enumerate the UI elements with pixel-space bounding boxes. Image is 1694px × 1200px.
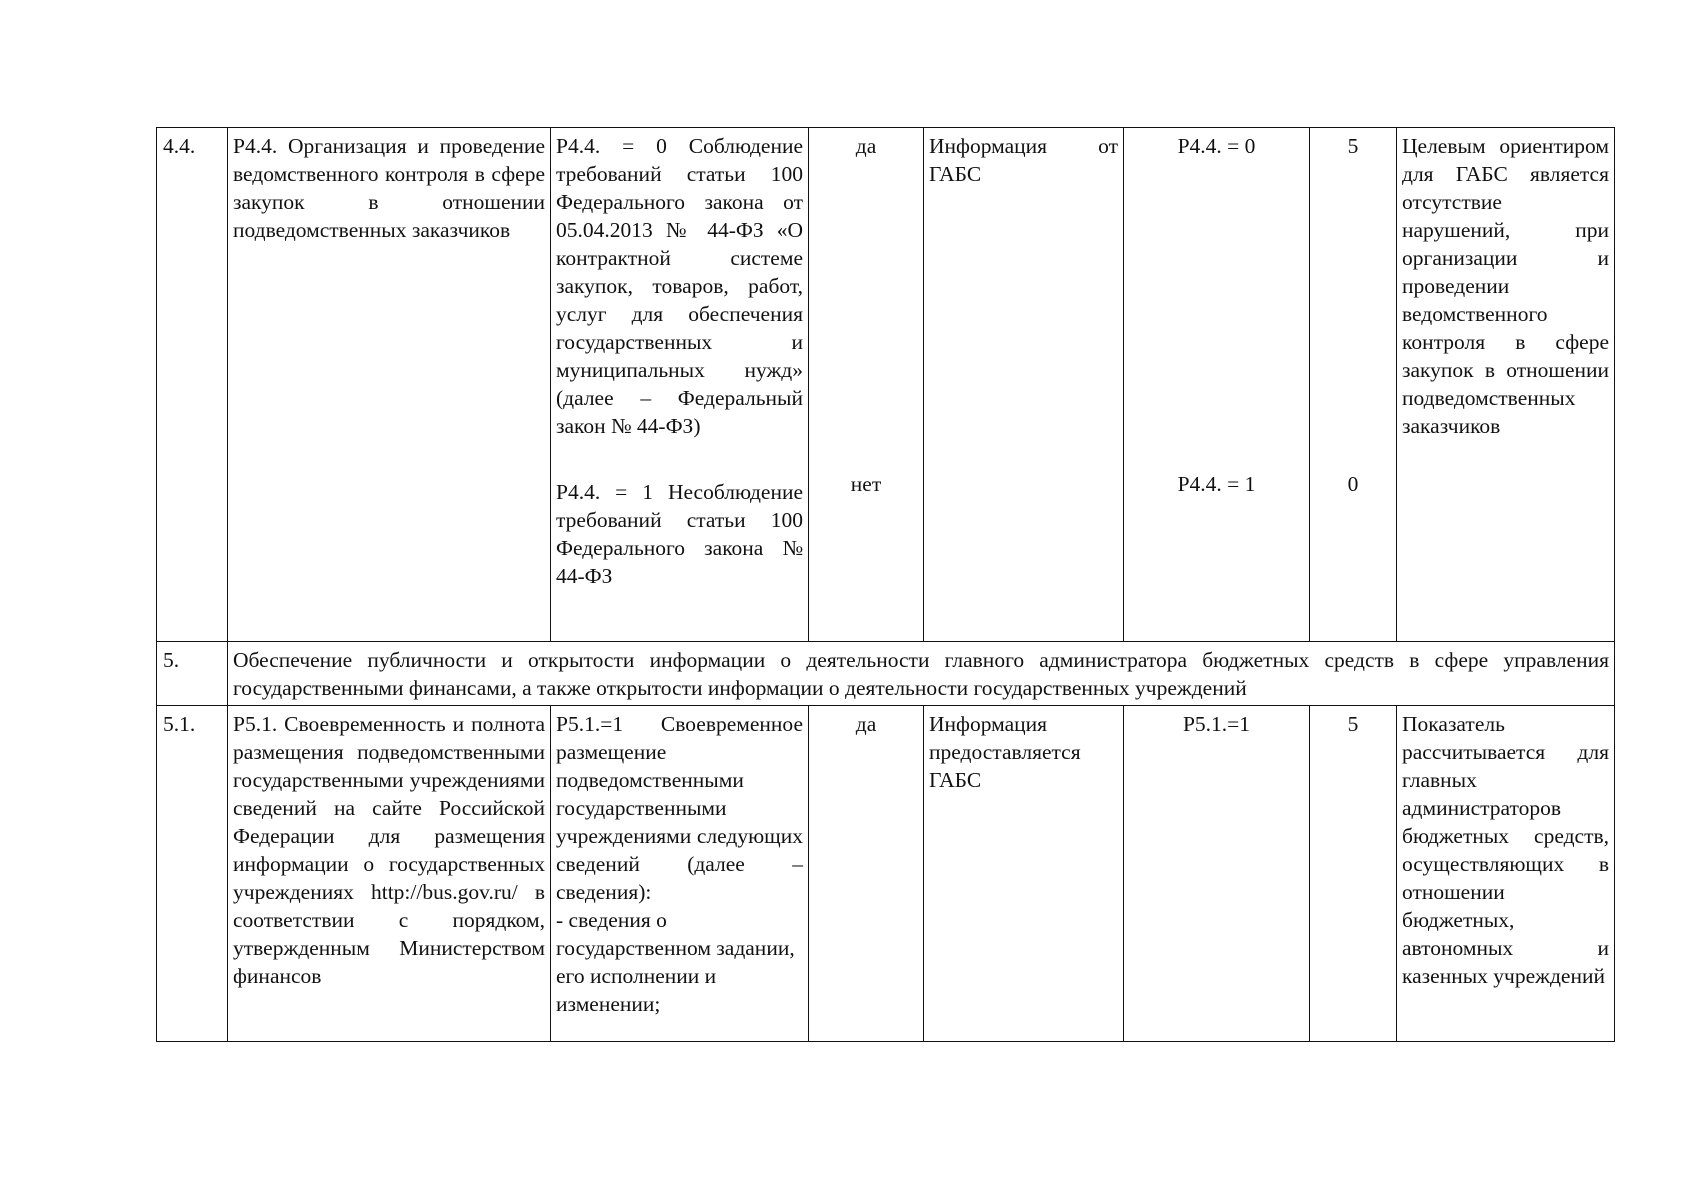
note-cell: Показатель рассчитывается для главных администраторов бюджетных средств, осуществляющих в отношении бюджетных, автономных и казенных учреждений <box>1397 706 1615 1042</box>
document-page <box>156 127 1614 1088</box>
condition-compliance: P4.4. = 0 Соблюдение требований статьи 100 Федерального закона от 05.04.2013 № 44-ФЗ «О контрактной системе закупок, товаров, работ, услуг для обеспечения государственных и муниципальных нужд» (далее – Федеральный закон № 44-ФЗ) <box>556 134 803 438</box>
condition-timely: P5.1.=1 Своевременное размещение подведомственными государственными учреждениями следующих сведений (далее – сведения): <box>556 712 803 904</box>
answer-cell <box>809 128 924 642</box>
row-number: 5.1. <box>157 706 228 1042</box>
spacer <box>1315 160 1391 470</box>
condition-noncompliance: P4.4. = 1 Несоблюдение требований статьи 100 Федерального закона № 44-ФЗ <box>556 480 803 588</box>
answer-no: нет <box>850 472 882 496</box>
note-cell: Целевым ориентиром для ГАБС является отсутствие нарушений, при организации и проведении ведомственного контроля в сфере закупок в отношении подведомственных заказчиков <box>1397 128 1615 642</box>
formula-compliance: P4.4. = 0 <box>1177 134 1256 158</box>
answer-cell: да <box>809 706 924 1042</box>
answer-yes: да <box>855 134 877 158</box>
criteria-table <box>156 127 1615 1042</box>
score-cell: 5 <box>1310 706 1397 1042</box>
indicator-cell: P4.4. Организация и проведение ведомственного контроля в сфере закупок в отношении подведомственных заказчиков <box>228 128 551 642</box>
source-cell: Информация от ГАБС <box>924 128 1124 642</box>
table-row-5-1 <box>157 706 1615 1042</box>
spacer <box>556 440 803 478</box>
condition-cell <box>551 128 809 642</box>
row-number: 4.4. <box>157 128 228 642</box>
score-noncompliance: 0 <box>1347 472 1359 496</box>
source-cell: Информация предоставляется ГАБС <box>924 706 1124 1042</box>
score-compliance: 5 <box>1347 134 1359 158</box>
formula-noncompliance: P4.4. = 1 <box>1177 472 1256 496</box>
indicator-cell: P5.1. Своевременность и полнота размещения подведомственными государственными учреждениями сведений на сайте Российской Федерации для размещения информации о государственных учреждениях http://bus.gov.ru/ в соответствии с порядком, утвержденным Министерством финансов <box>228 706 551 1042</box>
section-heading: Обеспечение публичности и открытости информации о деятельности главного администратора бюджетных средств в сфере управления государственными финансами, а также открытости информации о деятельности государственных учреждений <box>228 642 1615 706</box>
spacer <box>814 160 918 470</box>
formula-cell: P5.1.=1 <box>1124 706 1310 1042</box>
condition-item: - сведения о государственном задании, его исполнении и изменении; <box>556 908 795 1016</box>
formula-cell <box>1124 128 1310 642</box>
condition-cell <box>551 706 809 1042</box>
row-number: 5. <box>157 642 228 706</box>
spacer <box>1129 160 1304 470</box>
table-row-5-section <box>157 642 1615 706</box>
table-row-4-4 <box>157 128 1615 642</box>
score-cell <box>1310 128 1397 642</box>
